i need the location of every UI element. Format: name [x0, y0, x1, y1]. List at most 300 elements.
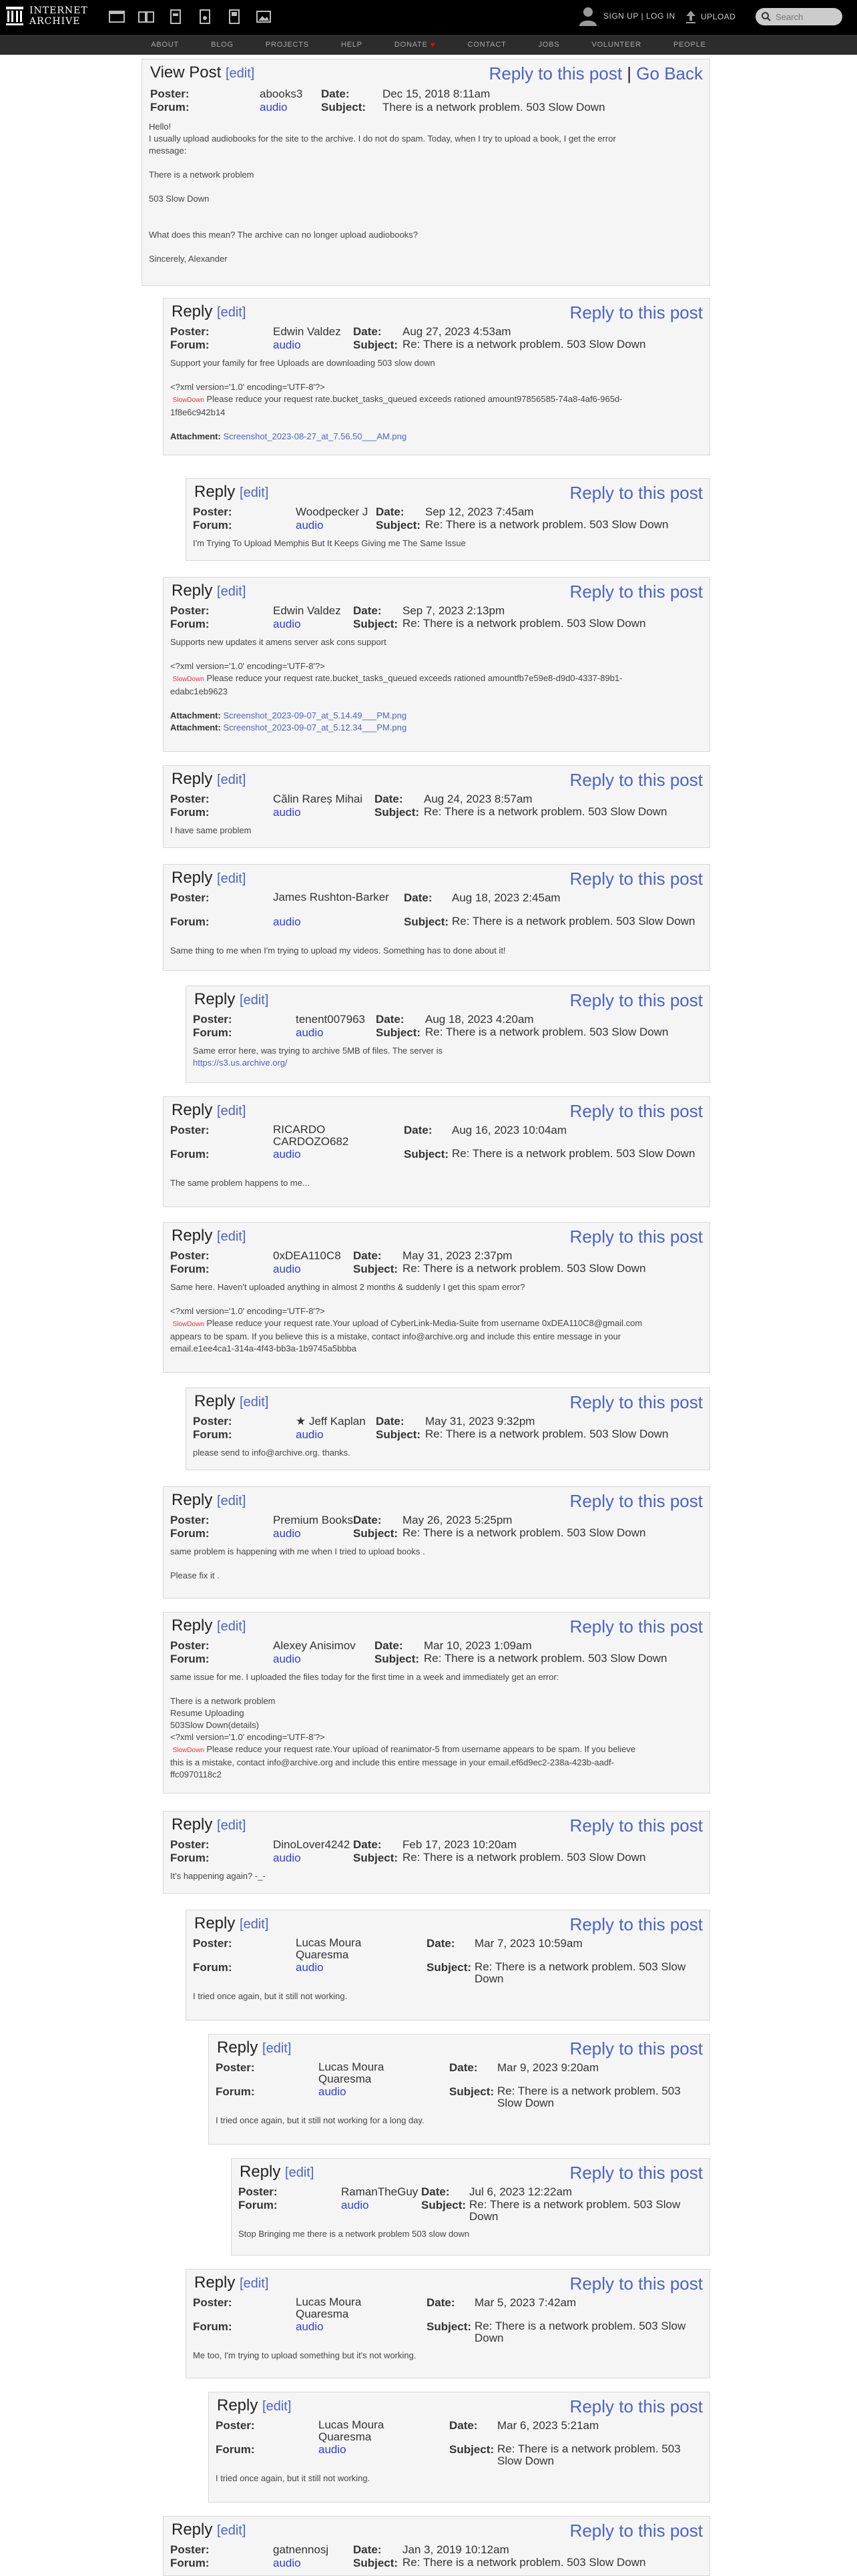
reply-title: Reply — [217, 2038, 258, 2057]
forum-value[interactable]: audio — [296, 1428, 324, 1441]
subject-label: Subject: — [376, 1026, 421, 1039]
search-input[interactable] — [774, 11, 841, 23]
attachment-link[interactable]: Screenshot_2023-09-07_at_5.14.49___PM.png — [223, 710, 407, 720]
reply-to-post-link[interactable]: Reply to this post — [569, 1392, 703, 1412]
date-value: Mar 7, 2023 10:59am — [475, 1937, 583, 1950]
body-line: Please fix it . — [170, 1570, 220, 1580]
body-line: please send to info@archive.org. thanks. — [193, 1448, 350, 1458]
nav-about[interactable]: ABOUT — [151, 41, 180, 49]
subject-value: Re: There is a network problem. 503 Slow Down — [402, 1851, 646, 1864]
poster-label: Poster: — [193, 2296, 232, 2309]
nav-projects[interactable]: PROJECTS — [265, 41, 309, 49]
poster-value[interactable]: RICARDO CARDOZO682 — [273, 1123, 349, 1148]
reply-body — [170, 1546, 701, 1582]
forum-value[interactable]: audio — [318, 2443, 346, 2456]
reply-body — [193, 2350, 701, 2362]
forum-label: Forum: — [216, 2085, 255, 2098]
subject-value: Re: There is a network problem. 503 Slow Down — [402, 338, 646, 351]
forum-label: Forum: — [170, 2557, 210, 2569]
software-icon[interactable] — [226, 8, 243, 25]
edit-link[interactable]: edit — [243, 2276, 265, 2291]
body-line: Same here. Haven't uploaded anything in almost 2 months & suddenly I get this spam error? — [170, 1282, 525, 1292]
subject-label: Subject: — [321, 101, 366, 114]
subject-label: Subject: — [426, 1961, 472, 1974]
forum-value[interactable]: audio — [296, 1026, 324, 1039]
reply-post — [163, 1811, 710, 1894]
search-box — [756, 8, 842, 25]
go-back-link[interactable]: Go Back — [636, 63, 703, 83]
body-line: Same thing to me when I'm trying to upload my videos. Something has to done about it! — [170, 945, 506, 955]
poster-value[interactable]: gatnennosj — [273, 2543, 329, 2556]
images-icon[interactable] — [255, 8, 272, 25]
poster-value[interactable]: Premium Books — [273, 1514, 353, 1526]
date-label: Date: — [353, 325, 382, 338]
reply-to-post-link[interactable]: Reply to this post — [569, 990, 703, 1010]
reply-title: Reply — [194, 483, 236, 501]
body-line: I have same problem — [170, 825, 252, 835]
nav-blog[interactable]: BLOG — [211, 41, 234, 49]
forum-label: Forum: — [170, 1263, 210, 1275]
slowdown-line: appears to be spam. If you believe this is a mistake, contact info@archive.org and include this entire message in your — [170, 1331, 621, 1341]
poster-label: Poster: — [216, 2419, 255, 2432]
date-label: Date: — [426, 1937, 455, 1950]
poster-value[interactable]: Lucas Moura Quaresma — [318, 2061, 384, 2085]
date-value: Jan 3, 2019 10:12am — [402, 2543, 509, 2556]
poster-label: Poster: — [193, 1415, 232, 1428]
poster-label: Poster: — [238, 2185, 278, 2198]
reply-to-post-link[interactable]: Reply to this post — [569, 869, 703, 889]
edit-link[interactable]: edit — [220, 1494, 242, 1508]
date-value: Feb 17, 2023 10:20am — [402, 1838, 517, 1851]
edit-link[interactable]: edit — [220, 1818, 242, 1833]
forum-value[interactable]: audio — [273, 2557, 301, 2569]
slowdown-tag: SlowDown — [172, 397, 204, 404]
date-label: Date: — [374, 1639, 403, 1652]
account-separator: | — [641, 11, 644, 21]
nav-donate[interactable] — [378, 40, 452, 49]
attachment-row — [170, 710, 701, 722]
attachment-label: Attachment: — [170, 722, 221, 732]
date-label: Date: — [353, 1838, 382, 1851]
slowdown-tag: SlowDown — [172, 1321, 204, 1328]
edit-link[interactable]: edit — [220, 871, 242, 886]
date-value: Jul 6, 2023 12:22am — [469, 2185, 573, 2198]
date-label: Date: — [353, 2543, 382, 2556]
subject-label: Subject: — [426, 2320, 472, 2333]
forum-label: Forum: — [193, 519, 232, 531]
nav-jobs[interactable]: JOBS — [538, 41, 560, 49]
body-line: I tried once again, but it still not working. — [216, 2473, 370, 2483]
reply-body — [193, 1045, 701, 1069]
upload-button[interactable] — [685, 9, 736, 24]
slowdown-message: Please reduce your request rate.bucket_tasks_queued exceeds rationed amount97856585-74a8-4af6-965d- — [206, 394, 623, 404]
subject-value: Re: There is a network problem. 503 Slow Down — [402, 1262, 646, 1275]
reply-body — [170, 1671, 701, 1781]
slowdown-line: 1f8e6c942b14 — [170, 407, 226, 417]
date-value: Mar 9, 2023 9:20am — [497, 2061, 599, 2074]
forum-value[interactable]: audio — [260, 101, 288, 114]
forum-value[interactable]: audio — [273, 806, 301, 819]
subject-value: Re: There is a network problem. 503 Slow Down — [402, 1526, 646, 1539]
reply-to-post-link[interactable]: Reply to this post — [569, 770, 703, 790]
logo[interactable] — [5, 5, 88, 27]
reply-post — [163, 1222, 710, 1373]
body-line: It's happening again? -_- — [170, 1871, 266, 1881]
edit-link[interactable]: edit — [229, 66, 251, 81]
edit-link[interactable]: edit — [220, 584, 242, 599]
date-label: Date: — [449, 2061, 478, 2074]
date-value: May 31, 2023 9:32pm — [425, 1415, 535, 1428]
reply-body — [170, 1281, 701, 1355]
nav-volunteer[interactable]: VOLUNTEER — [591, 41, 641, 49]
poster-label: Poster: — [193, 1937, 232, 1950]
poster-value[interactable]: Woodpecker J — [296, 505, 368, 518]
edit-link[interactable]: edit — [220, 2523, 242, 2538]
reply-body — [193, 538, 701, 550]
poster-value[interactable]: Călin Rareș Mihai — [273, 793, 363, 805]
reply-title: Reply — [172, 1815, 213, 1834]
poster-label: Poster: — [193, 505, 232, 518]
reply-to-post-link[interactable]: Reply to this post — [569, 1491, 703, 1511]
logo-line-2: ARCHIVE — [29, 16, 81, 27]
reply-to-post-link[interactable]: Reply to this post — [569, 1617, 703, 1637]
forum-value[interactable]: audio — [341, 2199, 369, 2211]
nav-people[interactable]: PEOPLE — [673, 41, 706, 49]
body-link[interactable]: https://s3.us.archive.org/ — [193, 1058, 288, 1068]
reply-title: Reply — [172, 770, 213, 788]
log-in-link[interactable]: LOG IN — [645, 11, 675, 21]
subject-value: Re: There is a network problem. 503 Slow Down — [469, 2198, 681, 2223]
reply-body — [170, 1870, 701, 1882]
reply-heading: Reply [edit] — [172, 582, 246, 600]
actions-separator: | — [627, 63, 632, 83]
poster-value[interactable]: Lucas Moura Quaresma — [296, 2296, 362, 2320]
poster-value[interactable]: 0xDEA110C8 — [273, 1249, 341, 1262]
reply-body — [193, 1447, 701, 1459]
forum-value[interactable]: audio — [273, 915, 301, 928]
sign-up-link[interactable]: SIGN UP — [603, 11, 639, 21]
date-value: Aug 16, 2023 10:04am — [452, 1124, 567, 1136]
nav-bar — [0, 35, 857, 55]
reply-post — [208, 2034, 710, 2145]
user-icon[interactable] — [578, 5, 598, 27]
date-label: Date: — [353, 1249, 382, 1262]
poster-value[interactable]: James Rushton-Barker — [273, 891, 389, 903]
subject-value: Re: There is a network problem. 503 Slow Down — [402, 2556, 646, 2569]
edit-link[interactable]: edit — [243, 485, 265, 500]
reply-to-post-link[interactable]: Reply to this post — [569, 1815, 703, 1836]
forum-label: Forum: — [170, 1653, 210, 1665]
reply-to-post-link[interactable]: Reply to this post — [569, 2521, 703, 2541]
forum-value[interactable]: audio — [296, 1961, 324, 1974]
poster-label: Poster: — [170, 891, 210, 904]
body-line: Resume Uploading — [170, 1708, 244, 1718]
reply-heading: Reply [edit] — [194, 1392, 269, 1410]
edit-link[interactable]: edit — [220, 1104, 242, 1118]
attachment-link[interactable]: Screenshot_2023-08-27_at_7.56.50___AM.png — [223, 431, 407, 441]
date-value: Aug 18, 2023 4:20am — [425, 1013, 534, 1026]
body-line: Me too, I'm trying to upload something but it's not working. — [193, 2350, 416, 2360]
nav-contact[interactable]: CONTACT — [467, 41, 507, 49]
slowdown-tag: SlowDown — [172, 676, 204, 683]
forum-value[interactable]: audio — [273, 1653, 301, 1665]
reply-post — [186, 478, 710, 561]
post-heading: View Post [edit] — [150, 63, 255, 81]
subject-label: Subject: — [376, 519, 421, 531]
body-line: I usually upload audiobooks for the site to the archive. I do not do spam. Today, when I try to upload a book, I get the error — [149, 134, 616, 144]
poster-label: Poster: — [216, 2061, 255, 2074]
reply-to-post-link[interactable]: Reply to this post — [569, 2163, 703, 2183]
forum-value[interactable]: audio — [318, 2085, 346, 2098]
reply-to-post-link[interactable]: Reply to this post — [569, 1227, 703, 1247]
body-line: 503Slow Down(details) — [170, 1720, 259, 1730]
reply-body — [170, 825, 701, 837]
reply-to-post-link[interactable]: Reply to this post — [569, 302, 703, 323]
reply-post — [186, 986, 710, 1083]
edit-link[interactable]: edit — [220, 773, 242, 787]
body-line: Sincerely, Alexander — [149, 254, 228, 264]
reply-heading: Reply [edit] — [217, 2038, 292, 2057]
reply-title: Reply — [217, 2396, 258, 2414]
reply-post — [186, 2269, 710, 2378]
slowdown-line — [170, 393, 701, 407]
forum-label: Forum: — [193, 1428, 232, 1441]
date-label: Date: — [376, 1013, 404, 1026]
reply-heading: Reply [edit] — [172, 2521, 246, 2539]
subject-label: Subject: — [353, 618, 398, 630]
reply-post — [208, 2392, 710, 2503]
reply-to-post-link[interactable]: Reply to this post — [569, 483, 703, 503]
forum-value[interactable]: audio — [296, 2320, 324, 2333]
reply-to-post-link[interactable]: Reply to this post — [569, 2396, 703, 2416]
date-value: May 26, 2023 5:25pm — [402, 1514, 513, 1526]
forum-label: Forum: — [193, 1026, 232, 1039]
edit-link[interactable]: edit — [243, 1917, 265, 1932]
subject-value: Re: There is a network problem. 503 Slow Down — [497, 2442, 681, 2467]
poster-value[interactable]: abooks3 — [260, 87, 303, 100]
reply-title: Reply — [172, 2521, 213, 2539]
reply-post — [186, 1387, 710, 1470]
reply-body — [170, 945, 701, 957]
attachment-link[interactable]: Screenshot_2023-09-07_at_5.12.34___PM.png — [223, 722, 407, 732]
top-bar — [0, 0, 857, 35]
date-label: Date: — [376, 505, 404, 518]
subject-label: Subject: — [353, 339, 398, 351]
subject-label: Subject: — [449, 2443, 495, 2456]
poster-label: Poster: — [170, 2543, 210, 2556]
reply-body — [170, 636, 701, 734]
poster-value[interactable]: DinoLover4242 — [273, 1838, 350, 1851]
body-line: same problem is happening with me when I tried to upload books . — [170, 1546, 425, 1556]
edit-link[interactable]: edit — [243, 1395, 265, 1410]
subject-label: Subject: — [404, 1148, 449, 1160]
body-line: I'm Trying To Upload Memphis But It Keeps Giving me The Same Issue — [193, 538, 466, 548]
poster-label: Poster: — [170, 604, 210, 617]
body-line: I tried once again, but it still not working. — [193, 1991, 348, 2001]
reply-heading: Reply [edit] — [240, 2163, 314, 2181]
slowdown-line: ffc0970118c2 — [170, 1769, 222, 1779]
date-label: Date: — [449, 2419, 478, 2432]
poster-label: Poster: — [193, 1013, 232, 1026]
reply-body — [170, 1177, 701, 1189]
reply-to-post-link[interactable]: Reply to this post — [569, 582, 703, 602]
slowdown-message: Please reduce your request rate.Your upload of reanimator-5 from username appears to be spam. If you believe — [206, 1744, 636, 1754]
slowdown-line: email.e1ee4ca1-314a-4f43-bb3a-1b9745a5bbba — [170, 1343, 357, 1353]
logo-line-1: INTERNET — [29, 5, 88, 16]
slowdown-line — [170, 1317, 701, 1331]
date-label: Date: — [421, 2185, 450, 2198]
forum-label: Forum: — [170, 1148, 210, 1160]
heart-icon: ♥ — [430, 40, 436, 49]
web-icon[interactable] — [108, 8, 125, 25]
poster-value[interactable]: RamanTheGuy — [341, 2185, 418, 2198]
reply-title: Reply — [172, 582, 213, 600]
body-line: Same error here, was trying to archive 5MB of files. The server is — [193, 1046, 443, 1056]
reply-heading: Reply [edit] — [194, 2274, 269, 2292]
reply-title: Reply — [194, 1914, 236, 1932]
poster-value[interactable]: Lucas Moura Quaresma — [318, 2418, 384, 2443]
reply-body — [238, 2228, 701, 2240]
date-label: Date: — [404, 1124, 433, 1136]
post-actions — [489, 63, 703, 84]
reply-to-post-link[interactable]: Reply to this post — [569, 1914, 703, 1934]
poster-label: Poster: — [170, 1249, 210, 1262]
account-area — [578, 5, 675, 27]
body-line: <?xml version='1.0' encoding='UTF-8'?> — [170, 382, 325, 392]
subject-value: Re: There is a network problem. 503 Slow Down — [402, 617, 646, 630]
body-line: Supports new updates it amens server ask cons support — [170, 637, 386, 647]
reply-title: Reply — [172, 1101, 213, 1119]
reply-title: Reply — [172, 869, 213, 887]
date-label: Date: — [374, 793, 403, 805]
poster-value[interactable]: tenent007963 — [296, 1013, 365, 1026]
reply-title: Reply — [194, 990, 236, 1008]
reply-to-post-link[interactable]: Reply to this post — [569, 2038, 703, 2059]
reply-heading: Reply [edit] — [172, 1227, 246, 1245]
reply-heading: Reply [edit] — [194, 483, 269, 501]
edit-link[interactable]: edit — [220, 305, 242, 320]
date-label: Date: — [321, 87, 350, 100]
subject-value: Re: There is a network problem. 503 Slow Down — [425, 1026, 669, 1038]
reply-heading: Reply [edit] — [172, 770, 246, 788]
date-label: Date: — [376, 1415, 404, 1428]
reply-post — [163, 577, 710, 752]
reply-title: Reply — [172, 1491, 213, 1509]
reply-to-post-link[interactable]: Reply to this post — [489, 63, 623, 83]
poster-value[interactable]: Edwin Valdez — [273, 604, 341, 617]
slowdown-tag: SlowDown — [172, 1747, 204, 1754]
subject-value: Re: There is a network problem. 503 Slow Down — [452, 915, 695, 927]
poster-label: Poster: — [170, 1514, 210, 1526]
forum-value[interactable]: audio — [273, 1527, 301, 1540]
date-label: Date: — [404, 891, 433, 904]
poster-value[interactable]: Lucas Moura Quaresma — [296, 1936, 362, 1961]
nav-help[interactable]: HELP — [340, 41, 362, 49]
poster-value[interactable]: Edwin Valdez — [273, 325, 341, 338]
edit-link[interactable]: edit — [288, 2165, 310, 2180]
reply-heading: Reply [edit] — [172, 1815, 246, 1834]
forum-label: Forum: — [150, 101, 190, 114]
date-value: Aug 27, 2023 4:53am — [402, 325, 511, 338]
reply-to-post-link[interactable]: Reply to this post — [569, 1101, 703, 1121]
archive-logo-icon — [5, 6, 24, 26]
edit-link[interactable]: edit — [266, 2399, 288, 2414]
attachment-label: Attachment: — [170, 710, 221, 720]
poster-value[interactable]: ★ Jeff Kaplan — [296, 1415, 366, 1428]
subject-value: Re: There is a network problem. 503 Slow Down — [452, 1147, 695, 1160]
date-label: Date: — [353, 1514, 382, 1526]
body-line: message: — [149, 146, 187, 156]
date-value: Aug 18, 2023 2:45am — [452, 891, 561, 904]
attachment-label: Attachment: — [170, 431, 221, 441]
reply-post — [163, 298, 710, 455]
body-line: Hello! — [149, 122, 172, 132]
date-value: Aug 24, 2023 8:57am — [424, 793, 533, 805]
attachment-row — [170, 431, 701, 443]
body-line: 503 Slow Down — [149, 194, 210, 204]
edit-link[interactable]: edit — [243, 993, 265, 1008]
forum-value[interactable]: audio — [273, 618, 301, 630]
audio-icon[interactable] — [196, 8, 214, 25]
poster-label: Poster: — [170, 793, 210, 805]
subject-label: Subject: — [374, 806, 420, 819]
poster-label: Poster: — [150, 87, 190, 100]
forum-label: Forum: — [170, 915, 210, 928]
subject-value: Re: There is a network problem. 503 Slow Down — [425, 1428, 669, 1440]
subject-label: Subject: — [353, 2557, 398, 2569]
poster-value[interactable]: Alexey Anisimov — [273, 1639, 356, 1652]
body-line: same issue for me. I uploaded the files today for the first time in a week and immediately get an error: — [170, 1672, 559, 1682]
subject-label: Subject: — [421, 2199, 467, 2211]
body-line: There is a network problem — [149, 170, 254, 180]
attachment-row — [170, 722, 701, 734]
reply-post — [163, 1612, 710, 1793]
edit-link[interactable]: edit — [220, 1229, 242, 1244]
slowdown-message: Please reduce your request rate.bucket_tasks_queued exceeds rationed amountfb7e59e8-d9d0-4337-89b1- — [206, 673, 623, 683]
reply-post — [186, 1910, 710, 2020]
body-line: The same problem happens to me... — [170, 1178, 310, 1188]
reply-to-post-link[interactable]: Reply to this post — [569, 2274, 703, 2294]
forum-value[interactable]: audio — [273, 339, 301, 351]
reply-heading: Reply [edit] — [172, 869, 246, 887]
logo-text — [29, 5, 88, 27]
edit-link[interactable]: edit — [266, 2041, 288, 2056]
reply-heading: Reply [edit] — [194, 990, 269, 1008]
poster-label: Poster: — [170, 325, 210, 338]
slowdown-line: this is a mistake, contact info@archive.org and include this entire message in your email.ef6d9ec2-238a-423b-aadf- — [170, 1757, 614, 1767]
subject-value: Re: There is a network problem. 503 Slow Down — [475, 2320, 686, 2344]
forum-value[interactable]: audio — [273, 1852, 301, 1864]
body-line: Support your family for free Uploads are downloading 503 slow down — [170, 358, 435, 368]
reply-title: Reply — [194, 2274, 236, 2292]
forum-value[interactable]: audio — [273, 1263, 301, 1275]
reply-heading: Reply [edit] — [194, 1914, 269, 1932]
upload-icon — [685, 9, 697, 24]
reply-title: Reply — [172, 302, 213, 320]
forum-value[interactable]: audio — [273, 1148, 301, 1160]
reply-post — [163, 765, 710, 848]
reply-title: Reply — [172, 1617, 213, 1635]
video-icon[interactable] — [167, 8, 184, 25]
edit-link[interactable]: edit — [220, 1619, 242, 1634]
date-label: Date: — [426, 2296, 455, 2309]
poster-label: Poster: — [170, 1639, 210, 1652]
texts-icon[interactable] — [137, 8, 155, 25]
date-label: Date: — [353, 604, 382, 617]
poster-label: Poster: — [170, 1838, 210, 1851]
subject-label: Subject: — [353, 1263, 398, 1275]
forum-value[interactable]: audio — [296, 519, 324, 531]
